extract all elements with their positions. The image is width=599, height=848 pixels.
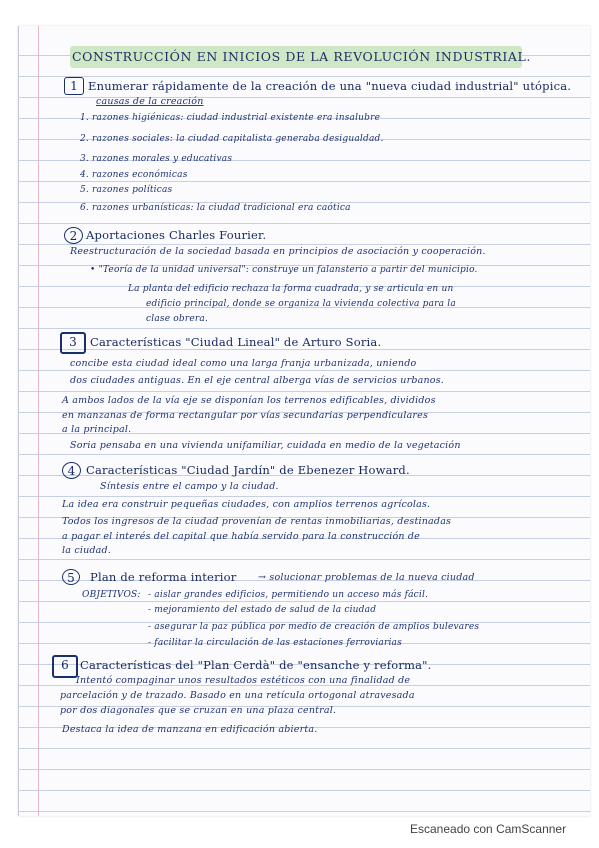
section-3-line: a la principal.: [62, 424, 132, 435]
section-1-subheading: causas de la creación: [96, 96, 204, 107]
section-4-line: La idea era construir pequeñas ciudades, con amplios terrenos agrícolas.: [62, 499, 431, 510]
section-1-line: 2. razones sociales: la ciudad capitalista generaba desigualdad.: [80, 134, 384, 144]
section-3-number: 3: [60, 332, 86, 354]
section-3-line: A ambos lados de la vía eje se disponían los terrenos edificables, divididos: [62, 395, 436, 406]
section-1-line: 4. razones económicas: [80, 170, 188, 180]
scanner-watermark: Escaneado con CamScanner: [410, 822, 567, 836]
section-4-line: Todos los ingresos de la ciudad provenían de rentas inmobiliarias, destinadas: [62, 516, 452, 527]
section-1-line: 1. razones higiénicas: ciudad industrial existente era insalubre: [80, 113, 381, 123]
section-6-number: 6: [52, 655, 78, 678]
section-5-heading-extra: → solucionar problemas de la nueva ciudad: [258, 572, 475, 583]
section-6-line: parcelación y de trazado. Basado en una retícula ortogonal atravesada: [60, 690, 415, 701]
section-3-line: en manzanas de forma rectangular por vías secundarias perpendiculares: [62, 410, 429, 421]
section-2-line: clase obrera.: [146, 314, 209, 324]
section-1-number: 1: [64, 77, 84, 95]
objective-item: - mejoramiento del estado de salud de la ciudad: [148, 605, 377, 615]
section-5-number: 5: [62, 569, 80, 585]
objective-item: - facilitar la circulación de las estaciones ferroviarias: [148, 638, 402, 648]
section-3-line: dos ciudades antiguas. En el eje central alberga vías de servicios urbanos.: [70, 375, 444, 386]
section-4-heading: Características "Ciudad Jardín" de Ebenezer Howard.: [86, 463, 410, 477]
section-4-line: la ciudad.: [62, 545, 112, 556]
section-4-line: a pagar el interés del capital que había servido para la construcción de: [62, 531, 421, 542]
section-2-line: La planta del edificio rechaza la forma cuadrada, y se articula en un: [128, 284, 454, 294]
section-4-line: Síntesis entre el campo y la ciudad.: [100, 481, 279, 492]
section-5-heading: Plan de reforma interior: [90, 570, 237, 584]
section-1-line: 6. razones urbanísticas: la ciudad tradicional era caótica: [80, 203, 351, 213]
section-1-line: 5. razones políticas: [80, 185, 173, 195]
objective-item: - asegurar la paz pública por medio de creación de amplios bulevares: [148, 622, 480, 632]
section-6-heading: Características del "Plan Cerdà" de "ensanche y reforma".: [80, 658, 432, 672]
section-1-heading: Enumerar rápidamente de la creación de una "nueva ciudad industrial" utópica.: [88, 79, 572, 93]
objectives-label: OBJETIVOS:: [82, 590, 141, 600]
section-6-line: Intentó compaginar unos resultados estéticos con una finalidad de: [76, 675, 411, 686]
section-2-heading: Aportaciones Charles Fourier.: [86, 228, 267, 242]
section-3-line: concibe esta ciudad ideal como una larga franja urbanizada, uniendo: [70, 358, 417, 369]
section-6-line: por dos diagonales que se cruzan en una plaza central.: [60, 705, 337, 716]
section-3-line: Soria pensaba en una vivienda unifamiliar, cuidada en medio de la vegetación: [70, 440, 461, 451]
section-2-number: 2: [64, 227, 83, 244]
section-2-line: edificio principal, donde se organiza la vivienda colectiva para la: [146, 299, 456, 309]
section-6-line: Destaca la idea de manzana en edificación abierta.: [62, 724, 318, 735]
section-4-number: 4: [62, 462, 81, 479]
section-3-heading: Características "Ciudad Lineal" de Arturo Soria.: [90, 335, 382, 349]
page-title: CONSTRUCCIÓN EN INICIOS DE LA REVOLUCIÓN INDUSTRIAL.: [72, 49, 531, 64]
margin-line: [38, 26, 39, 816]
section-1-line: 3. razones morales y educativas: [80, 154, 233, 164]
objective-item: - aislar grandes edificios, permitiendo un acceso más fácil.: [148, 590, 429, 600]
section-2-line: Reestructuración de la sociedad basada en principios de asociación y cooperación.: [70, 246, 486, 257]
section-2-line: • "Teoría de la unidad universal": construye un falansterio a partir del municipio.: [90, 265, 478, 275]
